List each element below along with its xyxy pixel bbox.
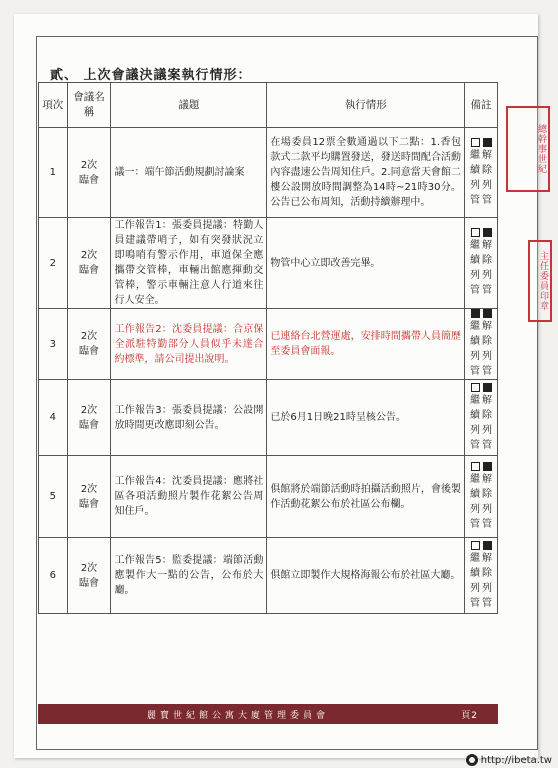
continue-checkbox[interactable]	[471, 462, 480, 471]
meeting-name	[67, 309, 111, 380]
table-row	[39, 380, 498, 456]
table-header-row	[39, 83, 498, 128]
remove-label: 解除列管	[482, 149, 493, 206]
table-row	[39, 538, 498, 614]
remarks-cell	[465, 456, 498, 538]
execution-cell: 物管中心立即改善完畢。	[267, 218, 465, 309]
remove-label: 解除列管	[482, 473, 493, 530]
meeting-name	[67, 128, 111, 218]
topic-cell: 工作報告4：沈委員提議：應將社區各項活動照片製作花絮公告周知住戶。	[111, 456, 267, 538]
section-heading: 貳、 上次會議決議案執行情形：	[50, 68, 252, 83]
footer-title: 麗寶世紀館公寓大廈管理委員會	[146, 711, 329, 721]
footer-bar	[38, 704, 498, 724]
meeting-name	[67, 538, 111, 614]
remove-checkbox[interactable]	[483, 138, 492, 147]
meeting-name	[67, 218, 111, 309]
continue-label: 繼續列管	[470, 240, 481, 296]
remove-checkbox[interactable]	[483, 383, 492, 392]
watermark-text: http://ibeta.tw	[480, 754, 552, 766]
meeting-count: 2次	[80, 483, 98, 495]
item-number: 4	[39, 380, 68, 456]
remarks-cell	[465, 128, 498, 218]
remove-checkbox[interactable]	[483, 541, 492, 550]
remove-checkbox[interactable]	[483, 309, 492, 318]
meeting-type: 臨會	[79, 577, 99, 589]
topic-cell: 議一：端午節活動規劃討論案	[111, 128, 267, 218]
remove-label: 解除列管	[482, 321, 493, 377]
header-execution: 執行情形	[267, 83, 465, 128]
resolution-table	[38, 82, 498, 614]
topic-cell: 工作報告5：監委提議：端節活動應製作大一點的公告，公布於大廳。	[111, 538, 267, 614]
topic-cell: 工作報告3：張委員提議：公設開放時間更改應即刻公告。	[111, 380, 267, 456]
item-number: 6	[39, 538, 68, 614]
meeting-count: 2次	[80, 404, 98, 416]
meeting-count: 2次	[80, 159, 98, 171]
execution-cell: 已於6月1日晚21時呈核公告。	[267, 380, 465, 456]
execution-cell: 已連絡台北營運處，安排時間攜帶人員簡歷至委員會面報。	[267, 309, 465, 380]
item-number: 3	[39, 309, 68, 380]
item-number: 5	[39, 456, 68, 538]
remarks-cell	[465, 538, 498, 614]
continue-checkbox[interactable]	[471, 228, 480, 237]
header-item-no: 項次	[39, 83, 68, 128]
meeting-type: 臨會	[79, 346, 99, 357]
remove-checkbox[interactable]	[483, 228, 492, 237]
page-number: 頁2	[461, 711, 478, 721]
meeting-name	[67, 380, 111, 456]
item-number: 1	[39, 128, 68, 218]
remove-label: 解除列管	[482, 394, 493, 451]
item-number: 2	[39, 218, 68, 309]
header-remarks: 備註	[465, 83, 498, 128]
remarks-cell	[465, 380, 498, 456]
meeting-count: 2次	[80, 331, 98, 342]
continue-label: 繼續列管	[470, 149, 481, 206]
table-row	[39, 456, 498, 538]
table-row	[39, 218, 498, 309]
topic-cell: 工作報告2：沈委員提議：合京保全派駐特勤部分人員似乎未達合約標準，請公司提出說明。	[111, 309, 267, 380]
header-meeting-name: 會議名稱	[67, 83, 111, 128]
meeting-name	[67, 456, 111, 538]
remarks-cell	[465, 218, 498, 309]
table-row	[39, 128, 498, 218]
meeting-type: 臨會	[79, 498, 99, 510]
continue-label: 繼續列管	[470, 321, 481, 377]
meeting-type: 臨會	[79, 419, 99, 431]
execution-cell: 俱館立即製作大規格海報公布於社區大廳。	[267, 538, 465, 614]
remove-label: 解除列管	[482, 240, 493, 296]
watermark-icon	[466, 754, 478, 766]
continue-label: 繼續列管	[470, 394, 481, 451]
remove-label: 解除列管	[482, 552, 493, 609]
continue-checkbox[interactable]	[471, 138, 480, 147]
seal-stamp: 總幹事世紀	[506, 106, 550, 192]
table-row	[39, 309, 498, 380]
execution-cell: 在場委員12票全數通過以下二點：1.香包款式二款平均購置發送，發送時間配合活動內容盡速公告周知住戶。2.同意當天會館二樓公設開放時間調整為14時~21時30分。公告已公布周知，活動持續辦理中。	[267, 128, 465, 218]
continue-label: 繼續列管	[470, 473, 481, 530]
meeting-count: 2次	[80, 562, 98, 574]
remarks-cell	[465, 309, 498, 380]
topic-cell: 工作報告1：張委員提議：特勤人員建議帶哨子，如有突發狀況立即鳴哨有警示作用，車道保全應攜帶交管棒，車輛出館應揮動交管棒，警示車輛注意人行道來往行人安全。	[111, 218, 267, 309]
execution-cell: 俱館將於端節活動時拍攝活動照片，會後製作活動花絮公布於社區公布欄。	[267, 456, 465, 538]
seal-stamp: 主任委員印章	[528, 240, 552, 322]
continue-checkbox[interactable]	[471, 541, 480, 550]
header-topic: 議題	[111, 83, 267, 128]
watermark	[466, 754, 552, 766]
continue-label: 繼續列管	[470, 552, 481, 609]
continue-checkbox[interactable]	[471, 309, 480, 318]
meeting-type: 臨會	[79, 174, 99, 186]
remove-checkbox[interactable]	[483, 462, 492, 471]
meeting-type: 臨會	[79, 265, 99, 276]
continue-checkbox[interactable]	[471, 383, 480, 392]
meeting-count: 2次	[80, 250, 98, 261]
